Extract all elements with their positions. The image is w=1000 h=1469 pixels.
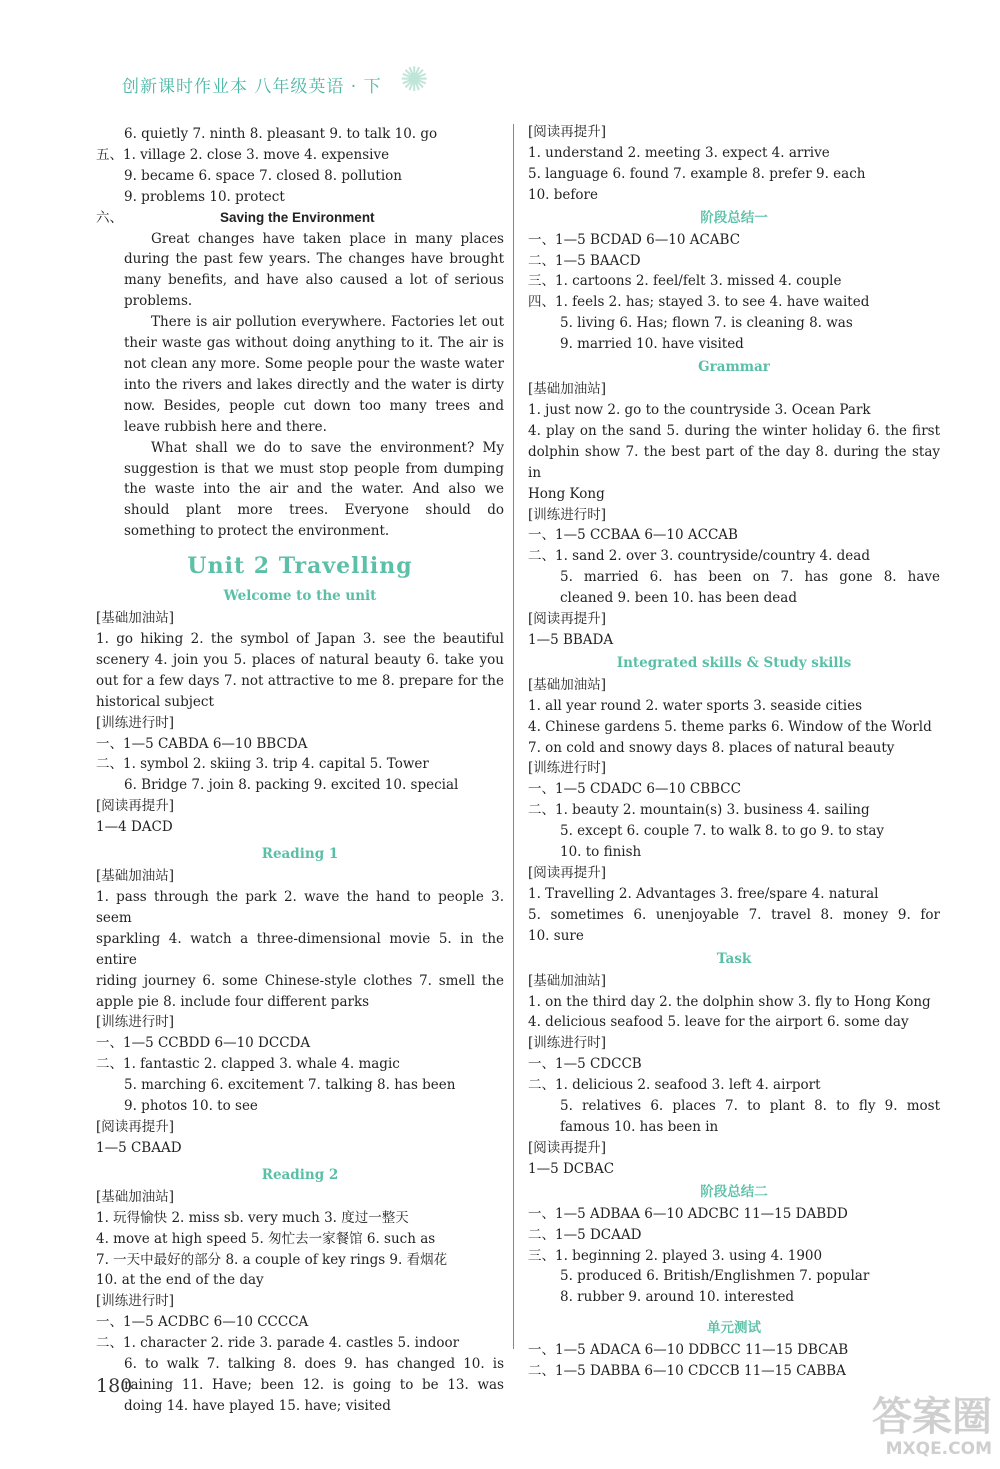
answer-line: 一、1—5 CCBDD 6—10 DCCDA <box>96 1035 311 1052</box>
answer-line: 4. play on the sand 5. during the winter holiday 6. the first <box>528 422 940 439</box>
answer-line: 一、1—5 ADBAA 6—10 ADCBC 11—15 DABDD <box>528 1205 848 1222</box>
answer-line: 二、1. symbol 2. skiing 3. trip 4. capital 5. Tower <box>96 756 429 773</box>
subsection-label: [阅读再提升] <box>528 124 607 140</box>
answer-line: 5. married 6. has been on 7. has gone 8. have <box>560 569 940 586</box>
answer-line: apple pie 8. include four different parks <box>96 993 370 1010</box>
answer-line: Hong Kong <box>528 485 605 502</box>
answer-line: 1—4 DACD <box>96 819 173 836</box>
subsection-label: [基础加油站] <box>96 868 175 885</box>
answer-line: 一、1—5 BCDAD 6—10 ACABC <box>528 231 741 248</box>
essay-paragraph: There is air pollution everywhere. Factories let out their waste gas without doing anything to it. The air is not clean any more. Some people pour the waste water into the rivers and lakes directly and the water is dirty now. Besides, people cut down too many trees and leave rubbish here and there. <box>124 314 504 435</box>
answer-line: 4. Chinese gardens 5. theme parks 6. Window of the World <box>528 718 932 735</box>
answer-line: 5. except 6. couple 7. to walk 8. to go 9. to stay <box>560 823 885 840</box>
section-title: Task <box>716 950 752 967</box>
answer-line: 1—5 BBADA <box>528 631 614 648</box>
page-number: 180 <box>96 1375 133 1397</box>
answer-line: 10. to finish <box>560 844 642 861</box>
answer-line: sparkling 4. watch a three-dimensional movie 5. in the entire <box>96 930 504 968</box>
subsection-label: [阅读再提升] <box>528 865 607 881</box>
answer-line: 6. to walk 7. talking 8. does 9. has changed 10. is <box>124 1356 504 1373</box>
answer-line: 二、1. sand 2. over 3. countryside/country 4. dead <box>528 548 870 565</box>
answer-line: out for a few days 7. not attractive to me 8. prepare for the <box>96 672 504 689</box>
section-title: Reading 2 <box>261 1166 339 1183</box>
answer-line: 二、1—5 DABBA 6—10 CDCCB 11—15 CABBA <box>528 1363 846 1380</box>
answer-line: 5. produced 6. British/Englishmen 7. popular <box>560 1268 870 1285</box>
answer-line: 6. Bridge 7. join 8. packing 9. excited 10. special <box>124 777 459 794</box>
watermark-title: 答案圈 <box>872 1394 992 1440</box>
essay <box>96 229 504 543</box>
answer-line: raining 11. Have; been 12. is going to be 13. was <box>124 1376 504 1393</box>
subsection-label: [阅读再提升] <box>528 1139 607 1156</box>
answer-line: 5. living 6. Has; flown 7. is cleaning 8. was <box>560 315 853 332</box>
answer-line: 一、1—5 CDADC 6—10 CBBCC <box>528 781 741 798</box>
answer-line: 一、1—5 CCBAA 6—10 ACCAB <box>528 527 738 544</box>
answer-line: riding journey 6. some Chinese-style clothes 7. smell the <box>96 972 504 989</box>
answer-line: cleaned 9. been 10. has been dead <box>560 590 797 607</box>
watermark-url: MXQE.COM <box>885 1439 992 1459</box>
answer-line: historical subject <box>96 693 214 710</box>
subsection-label: [基础加油站] <box>528 972 607 989</box>
answer-line: dolphin show 7. the best part of the day 8. during the stay in <box>528 443 940 481</box>
answer-line: 1. 玩得愉快 2. miss sb. very much 3. 度过一整天 <box>96 1209 409 1226</box>
answer-line: 二、1. character 2. ride 3. parade 4. castles 5. indoor <box>96 1335 460 1352</box>
section-title: 阶段总结一 <box>700 209 768 226</box>
running-header: 创新课时作业本 八年级英语 · 下 <box>122 77 382 97</box>
essay-title-line <box>96 208 504 229</box>
answer-line: 5. marching 6. excitement 7. talking 8. has been <box>124 1077 456 1094</box>
answer-line: 8. rubber 9. around 10. interested <box>560 1289 795 1306</box>
answer-line: 10. before <box>528 186 598 203</box>
subsection-label: [基础加油站] <box>96 1188 175 1205</box>
answer-line: 5. relatives 6. places 7. to plant 8. to fly 9. most <box>560 1098 940 1115</box>
unit-title: Unit 2 Travelling <box>187 553 413 580</box>
answer-line: 三、1. beginning 2. played 3. using 4. 1900 <box>528 1247 823 1264</box>
subsection-label: [基础加油站] <box>96 610 175 627</box>
answer-line: 6. quietly 7. ninth 8. pleasant 9. to talk 10. go <box>124 126 438 142</box>
watermark-logo <box>802 1395 992 1465</box>
subsection-label: [阅读再提升] <box>528 611 607 628</box>
answer-line: 五、1. village 2. close 3. move 4. expensive <box>96 146 390 163</box>
answer-line: 一、1—5 CABDA 6—10 BBCDA <box>96 735 308 752</box>
answer-line: 二、1. fantastic 2. clapped 3. whale 4. magic <box>96 1056 400 1073</box>
subsection-label: [训练进行时] <box>528 506 607 523</box>
answer-line: 三、1. cartoons 2. feel/felt 3. missed 4. couple <box>528 273 842 290</box>
column-divider <box>513 124 514 1349</box>
answer-line: 1. go hiking 2. the symbol of Japan 3. see the beautiful <box>96 631 504 648</box>
left-column <box>96 124 504 1417</box>
right-column <box>528 122 940 1382</box>
answer-line: 4. delicious seafood 5. leave for the airport 6. some day <box>528 1014 909 1031</box>
answer-line: 二、1. delicious 2. seafood 3. left 4. airport <box>528 1077 821 1094</box>
answer-line: 9. married 10. have visited <box>560 336 744 353</box>
subsection-label: [训练进行时] <box>96 714 175 731</box>
section-title: 阶段总结二 <box>700 1183 768 1200</box>
section-title: Reading 1 <box>261 846 339 863</box>
answer-line: 二、1. beauty 2. mountain(s) 3. business 4. sailing <box>528 802 870 819</box>
answer-line: 四、1. feels 2. has; stayed 3. to see 4. have waited <box>528 294 870 311</box>
answer-line: 7. 一天中最好的部分 8. a couple of key rings 9. 看烟花 <box>96 1251 448 1268</box>
section-title: 单元测试 <box>707 1320 761 1337</box>
answer-line: 1. just now 2. go to the countryside 3. Ocean Park <box>528 401 871 418</box>
answer-line: 5. sometimes 6. unenjoyable 7. travel 8. money 9. for <box>528 906 940 923</box>
section-title: Welcome to the unit <box>223 588 377 605</box>
essay-paragraph: Great changes have taken place in many places during the past few years. The changes have brought many benefits, and have also caused a lot of serious problems. <box>124 230 504 310</box>
subsection-label: [阅读再提升] <box>96 1118 175 1135</box>
answer-line: 1. pass through the park 2. wave the hand to people 3. seem <box>96 889 504 926</box>
answer-line: doing 14. have played 15. have; visited <box>124 1397 391 1414</box>
subsection-label: [训练进行时] <box>96 1293 175 1310</box>
answer-line: 9. photos 10. to see <box>124 1098 258 1115</box>
answer-line: 1. all year round 2. water sports 3. seaside cities <box>528 697 863 714</box>
answer-line: 5. language 6. found 7. example 8. prefer 9. each <box>528 165 866 182</box>
answer-line: 10. at the end of the day <box>96 1272 264 1289</box>
answer-line: 1. on the third day 2. the dolphin show 3. fly to Hong Kong <box>528 993 931 1010</box>
answer-line: 9. became 6. space 7. closed 8. pollution <box>124 167 402 184</box>
answer-line: 1. Travelling 2. Advantages 3. free/spare 4. natural <box>528 885 879 902</box>
subsection-label: [训练进行时] <box>528 1035 607 1052</box>
answer-line: famous 10. has been in <box>560 1118 719 1135</box>
snowflake-icon: ✺ <box>400 60 429 100</box>
answer-line: 10. sure <box>528 927 584 944</box>
answer-line: 1—5 CBAAD <box>96 1139 182 1156</box>
subsection-label: [训练进行时] <box>96 1014 175 1031</box>
section-number: 六、 <box>96 209 123 226</box>
answer-line: 1. understand 2. meeting 3. expect 4. arrive <box>528 144 830 161</box>
subsection-label: [训练进行时] <box>528 760 607 777</box>
answer-line: 1—5 DCBAC <box>528 1160 615 1177</box>
answer-line: 二、1—5 BAACD <box>528 252 641 269</box>
answer-line: 9. problems 10. protect <box>124 188 285 205</box>
answer-line: scenery 4. join you 5. places of natural beauty 6. take you <box>96 651 504 668</box>
essay-title: Saving the Environment <box>220 209 375 225</box>
answer-line: 4. move at high speed 5. 匆忙去一家餐馆 6. such as <box>96 1230 436 1247</box>
answer-line: 二、1—5 DCAAD <box>528 1226 642 1243</box>
subsection-label: [基础加油站] <box>528 381 607 398</box>
section-title: Grammar <box>698 359 770 376</box>
essay-paragraph: What shall we do to save the environment? My suggestion is that we must stop people from dumping the waste into the air and the water. And also we should plant more trees. Everyone should do something to protect the environment. <box>124 439 504 540</box>
subsection-label: [阅读再提升] <box>96 798 175 815</box>
answer-line: 一、1—5 ACDBC 6—10 CCCCA <box>96 1314 309 1331</box>
answer-line: 一、1—5 CDCCB <box>528 1056 642 1073</box>
answer-line: 一、1—5 ADACA 6—10 DDBCC 11—15 DBCAB <box>528 1342 849 1359</box>
subsection-label: [基础加油站] <box>528 676 607 693</box>
section-title: Integrated skills & Study skills <box>616 654 852 671</box>
answer-line: 7. on cold and snowy days 8. places of natural beauty <box>528 739 895 756</box>
